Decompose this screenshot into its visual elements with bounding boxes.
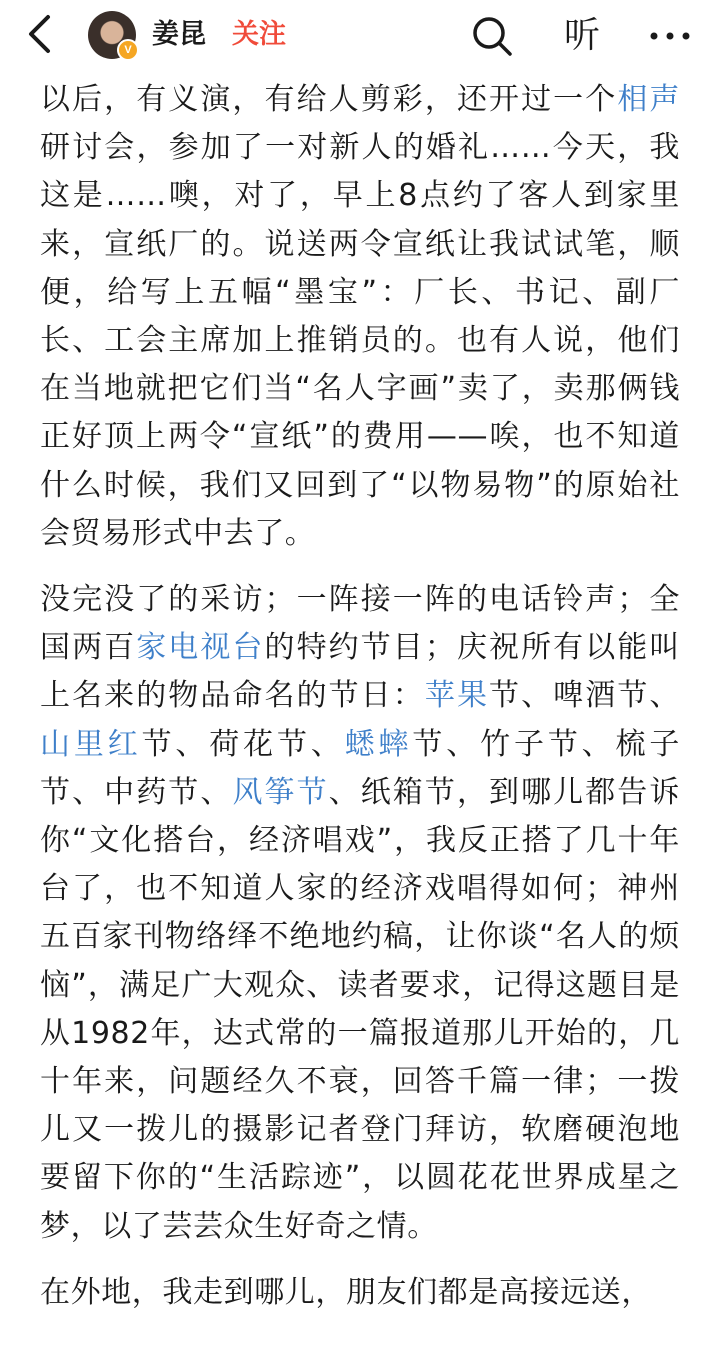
keyword-link[interactable]: 相声 [617,82,680,117]
paragraph-text: 没完没了的采访；一阵接一阵的电话铃声；全国两百 [40,582,680,666]
author-name[interactable]: 姜昆 [152,19,206,50]
keyword-link[interactable]: 蟋蟀 [344,726,413,762]
paragraph-text: 研讨会，参加了一对新人的婚礼……今天，我这是……噢，对了，早上8点约了客人到家里来，宣纸厂的。说送两令宣纸让我试试笔，顺便，给写上五幅“墨宝”：厂长、书记、副厂长、工会主席加上推销员的。也有人说，他们在当地就把它们当“名人字画”卖了，卖那俩钱正好顶上两令“宣纸”的费用——唉，也不知道什么时候，我们又回到了“以物易物”的原始社会贸易形式中去了。 [40,130,680,551]
paragraph-text: 节、啤酒节、 [489,678,680,714]
search-icon [471,15,513,57]
listen-button[interactable]: 听 [563,15,600,56]
paragraph-text: 在外地，我走到哪儿，朋友们都是高接远送， [40,1274,652,1310]
author-avatar[interactable] [88,11,136,59]
keyword-link[interactable]: 风筝节 [232,774,329,810]
follow-button[interactable]: 关注 [232,19,286,50]
paragraph-text: 以后，有义演，有给人剪彩，还开过一个 [40,82,618,117]
article-body [40,72,680,1335]
top-bar [0,0,720,72]
paragraph-text: 节、竹子节、梳子节、中药节、 [40,726,680,810]
more-dots-icon [648,31,692,41]
back-button[interactable] [18,12,62,56]
paragraph-text: 节、荷花节、 [141,726,345,762]
keyword-link[interactable]: 苹果 [424,678,490,714]
verified-badge: V [117,39,139,61]
keyword-link[interactable]: 山里红 [40,726,142,762]
article-paragraph [40,576,680,1251]
keyword-link[interactable]: 家电视台 [136,630,265,666]
paragraph-text: 、纸箱节，到哪儿都告诉你“文化搭台，经济唱戏”，我反正搭了几十年台了，也不知道人家的经济戏唱得如何；神州五百家刊物络绎不绝地约稿，让你谈“名人的烦恼”，满足广大观众、读者要求，记得这题目是从1982年，达式常的一篇报道那儿开始的，几十年来，问题经久不衰，回答千篇一律；一拨儿又一拨儿的摄影记者登门拜访，软磨硬泡地要留下你的“生活踪迹”，以圆花花世界成星之梦，以了芸芸众生好奇之情。 [40,774,680,1244]
search-button[interactable] [468,12,516,60]
more-button[interactable] [640,14,700,58]
article-paragraph [40,1269,680,1317]
paragraph-text: 的特约节目；庆祝所有以能叫上名来的物品命名的节日： [40,630,680,714]
article-paragraph [40,76,680,558]
chevron-left-icon [26,14,54,54]
